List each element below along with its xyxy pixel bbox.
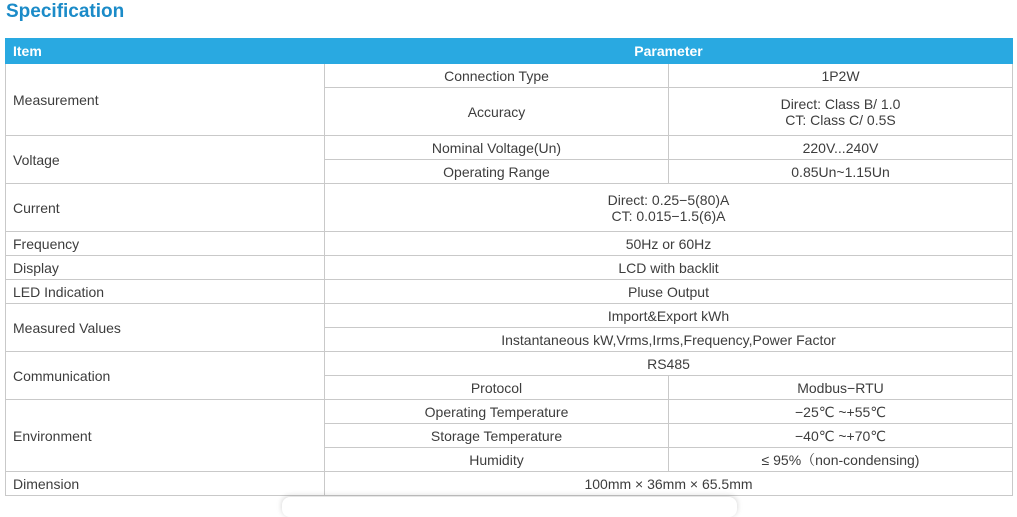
category-voltage: Voltage: [6, 136, 325, 184]
table-header-row: [6, 39, 1013, 64]
page-title: Specification: [6, 1, 125, 22]
category-current: Current: [6, 184, 325, 232]
category-dimension: Dimension: [6, 472, 325, 496]
category-display: Display: [6, 256, 325, 280]
table-row: [6, 472, 1013, 496]
param-value: 0.85Un~1.15Un: [669, 160, 1013, 184]
table-row: [6, 256, 1013, 280]
param-value: 1P2W: [669, 64, 1013, 88]
table-row: [6, 184, 1013, 232]
accuracy-line: CT: Class C/ 0.5S: [785, 111, 896, 128]
param-label: Nominal Voltage(Un): [325, 136, 669, 160]
param-value: −25℃ ~+55℃: [669, 400, 1013, 424]
current-line: Direct: 0.25−5(80)A: [607, 191, 730, 208]
param-value: Import&Export kWh: [325, 304, 1013, 328]
category-led-indication: LED Indication: [6, 280, 325, 304]
param-label: Accuracy: [325, 88, 669, 136]
table-row: [6, 304, 1013, 328]
current-line: CT: 0.015−1.5(6)A: [611, 207, 726, 224]
category-measurement: Measurement: [6, 64, 325, 136]
param-label: Operating Temperature: [325, 400, 669, 424]
param-label: Protocol: [325, 376, 669, 400]
param-value: LCD with backlit: [325, 256, 1013, 280]
param-value: RS485: [325, 352, 1013, 376]
param-value: 100mm × 36mm × 65.5mm: [325, 472, 1013, 496]
param-label: Humidity: [325, 448, 669, 472]
table-row: [6, 232, 1013, 256]
param-value: [325, 184, 1013, 232]
param-label: Storage Temperature: [325, 424, 669, 448]
table-row: [6, 64, 1013, 88]
header-parameter: Parameter: [325, 39, 1013, 64]
table-row: [6, 400, 1013, 424]
table-row: [6, 136, 1013, 160]
param-value: −40℃ ~+70℃: [669, 424, 1013, 448]
param-label: Connection Type: [325, 64, 669, 88]
category-communication: Communication: [6, 352, 325, 400]
category-measured-values: Measured Values: [6, 304, 325, 352]
param-value: Pluse Output: [325, 280, 1013, 304]
param-value: 50Hz or 60Hz: [325, 232, 1013, 256]
param-value: Instantaneous kW,Vrms,Irms,Frequency,Power Factor: [325, 328, 1013, 352]
category-environment: Environment: [6, 400, 325, 472]
accuracy-line: Direct: Class B/ 1.0: [780, 95, 901, 112]
category-frequency: Frequency: [6, 232, 325, 256]
header-item: Item: [6, 39, 325, 64]
param-value: 220V...240V: [669, 136, 1013, 160]
table-row: [6, 280, 1013, 304]
param-value: [669, 88, 1013, 136]
overlay-panel-edge: [282, 497, 737, 517]
table-row: [6, 352, 1013, 376]
param-value: Modbus−RTU: [669, 376, 1013, 400]
specification-table: [5, 38, 1013, 496]
param-value: ≤ 95%（non-condensing): [669, 448, 1013, 472]
param-label: Operating Range: [325, 160, 669, 184]
